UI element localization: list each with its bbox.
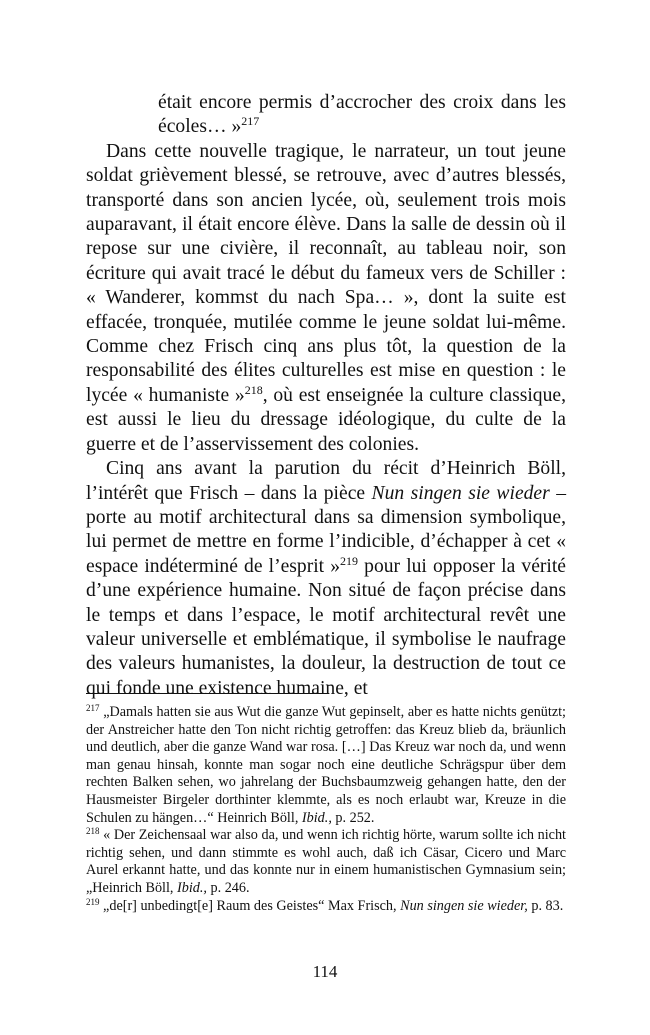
- footnote-219: $^{219}$ „de[r] unbedingt[e] Raum des Geistes“ Max Frisch, Nun singen sie wieder, p. 83.: [86, 896, 564, 914]
- footnotes: [86, 704, 566, 915]
- page-number: 114: [312, 962, 338, 981]
- footnote-ref-218[interactable]: 218: [244, 382, 263, 397]
- footnote-number: 218: [86, 826, 100, 837]
- footnote-number: 217: [86, 703, 100, 713]
- footnote-217: $^{217}$ „Damals hatten sie aus Wut die ganze Wut gepinselt, aber es hatte nichts genützt; der Anstreicher hatte den Ton nicht richtig getroffen: das Kreuz blieb da, bräunlich und deutlich, aber die ganze Wand war rosa. […] Das Kreuz war noch da, und wenn man genau hinsah, konnte man sogar noch eine deutliche Schrägspur über dem rechten Balken sehen, wo jahrelang der Buchsbaumzweig gehangen hatte, den der Hausmeister Birgeler dorthinter klemmte, als es noch erlaubt war, Kreuze in die Schulen zu hängen…“ Heinrich Böll, Ibid., p. 252.: [86, 703, 566, 826]
- play-title: Nun singen sie wieder: [371, 482, 550, 504]
- footnote-ref-217[interactable]: 217: [241, 114, 260, 129]
- footnote-218: $^{218}$ « Der Zeichensaal war also da, und wenn ich richtig hörte, warum sollte ich nicht richtig sehen, und dann stimmte es wohl auch, daß ich Cäsar, Cicero und Marc Aurel erkannt hatte, und das konnte nur in einem humanistischen Gymnasium sein; „Heinrich Böll, Ibid., p. 246.: [86, 826, 566, 896]
- block-quote-end: était encore permis d’accrocher des croix dans les écoles… »$^{217}$: [158, 92, 566, 138]
- footnote-separator: [86, 693, 329, 694]
- footnote-number: 219: [86, 896, 100, 907]
- footnote-ref-219[interactable]: 219: [340, 553, 359, 568]
- main-text: [86, 91, 566, 701]
- paragraph-1: Dans cette nouvelle tragique, le narrateur, un tout jeune soldat grièvement blessé, se retrouve, avec d’autres blessés, transporté dans son ancien lycée, où, seulement trois mois auparavant, il était encore élève. Dans la salle de dessin où il repose sur une civière, il reconnaît, au tableau noir, son écriture qui avait tracé le début du fameux vers de Schiller : « Wanderer, kommst du nach Spa… », dont la suite est effacée, tronquée, mutilée comme le jeune soldat lui-même. Comme chez Frisch cinq ans plus tôt, la question de la responsabilité des élites culturelles est mise en question : le lycée « humaniste »$^{218}$, où est enseignée la culture classique, est aussi le lieu du dressage idéologique, du culte de la guerre et de l’asservissement des colonies.: [86, 140, 566, 455]
- paragraph-2: Cinq ans avant la parution du récit d’Heinrich Böll, l’intérêt que Frisch – dans la pièce Nun singen sie wieder – porte au motif architectural dans sa dimension symbolique, lui permet de mettre en forme l’indicible, d’échapper à cet « espace indéterminé de l’esprit »$^{219}$ pour lui opposer la vérité d’une expérience humaine. Non situé de façon précise dans le temps et dans l’espace, le motif architectural revêt une valeur universelle et emblématique, il symbolise le naufrage des valeurs humanistes, la douleur, la destruction de tout ce qui fonde une existence humaine, et: [86, 458, 567, 699]
